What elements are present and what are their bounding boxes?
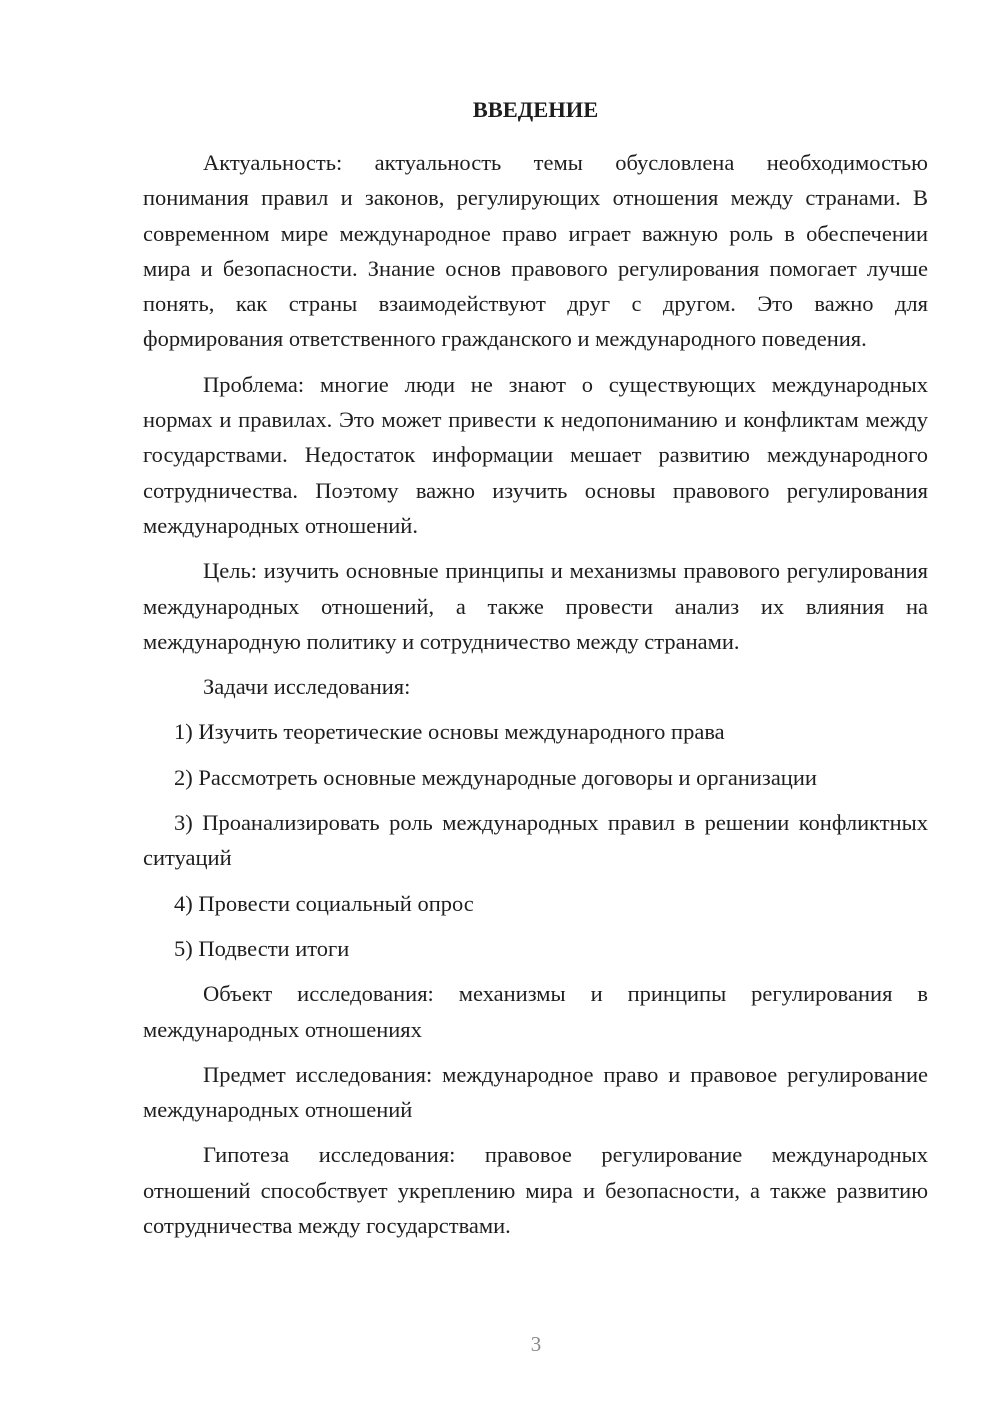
list-item: 5) Подвести итоги [174,935,350,961]
paragraph-relevance: Актуальность: актуальность темы обусловлена необходимостью понимания правил и законов, регулирующих отношения между странами. В современном мире международное право играет важную роль в обеспечении мира и безопасности. Знание основ правового регулирования помогает лучше понять, как страны взаимодействуют друг с другом. Это важно для формирования ответственного гражданского и международного поведения. [143,150,928,352]
page-title: ВВЕДЕНИЕ [472,97,599,122]
list-item: 1) Изучить теоретические основы международного права [174,719,725,745]
paragraph-hypothesis: Гипотеза исследования: правовое регулирование международных отношений способствует укреплению мира и безопасности, а также развитию сотрудничества между государствами. [143,1142,928,1239]
list-item: 3) Проанализировать роль международных правил в решении конфликтных ситуаций [143,810,928,871]
paragraph-goal: Цель: изучить основные принципы и механизмы правового регулирования международных отношений, а также провести анализ их влияния на международную политику и сотрудничество между странами. [143,558,928,654]
page-number: 3 [530,1332,542,1356]
paragraph-object: Объект исследования: механизмы и принципы регулирования в международных отношениях [143,981,928,1042]
list-item: 4) Провести социальный опрос [174,890,474,916]
paragraph-subject: Предмет исследования: международное право и правовое регулирование международных отношений [143,1061,928,1123]
document-page [143,92,928,1253]
list-item: 2) Рассмотреть основные международные договоры и организации [174,764,817,790]
tasks-heading: Задачи исследования: [203,674,411,700]
paragraph-problem: Проблема: многие люди не знают о существующих международных нормах и правилах. Это может привести к недопониманию и конфликтам между государствами. Недостаток информации мешает развитию международного сотрудничества. Поэтому важно изучить основы правового регулирования международных отношений. [143,371,928,538]
tasks-list [143,714,928,966]
